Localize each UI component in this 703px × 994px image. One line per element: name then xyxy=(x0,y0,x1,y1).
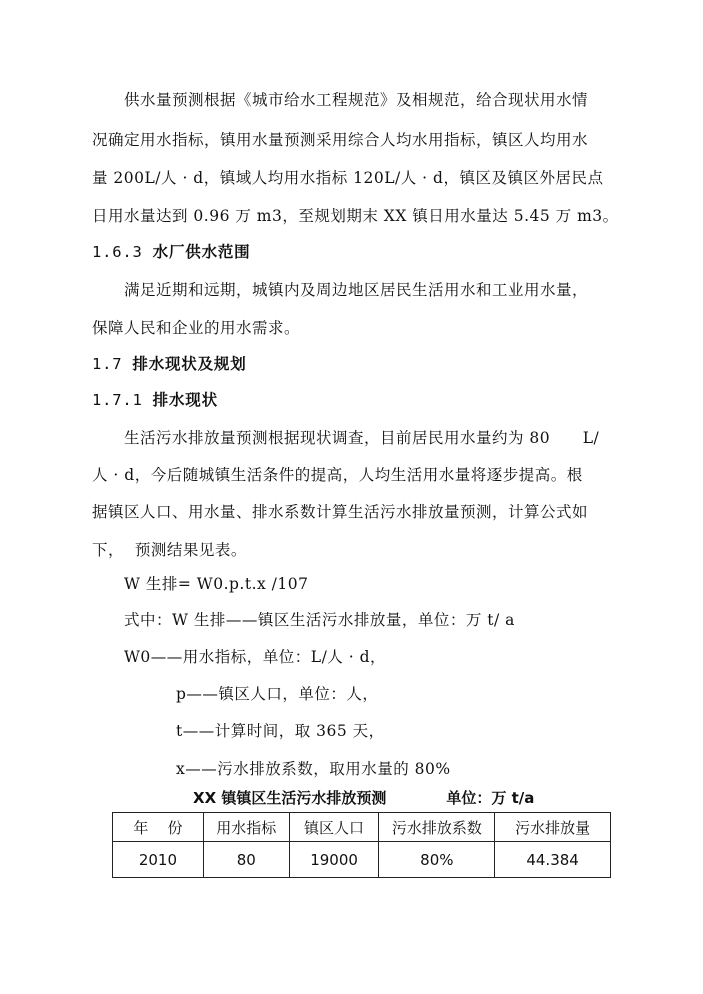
section-heading-1-7 xyxy=(92,354,247,374)
formula-p: p——镇区人口，单位：人， xyxy=(176,685,379,703)
table-caption xyxy=(193,787,534,808)
header-discharge-amount: 污水排放量 xyxy=(495,813,611,842)
header-year: 年 份 xyxy=(113,813,204,842)
discharge-forecast-table xyxy=(112,812,611,878)
heading-title: 水厂供水范围 xyxy=(152,243,251,261)
cell-year: 2010 xyxy=(113,842,204,878)
section-heading-1-6-3 xyxy=(92,242,250,262)
paragraph-line: 供水量预测根据《城市给水工程规范》及相规范，给合现状用水情 xyxy=(124,91,589,109)
paragraph-line: 量 200L/人 · d，镇域人均用水指标 120L/人 · d，镇区及镇区外居民点 xyxy=(92,169,604,187)
formula-w0: W0——用水指标，单位：L/人 · d， xyxy=(124,648,387,666)
table-unit: 单位：万 t/a xyxy=(446,789,535,807)
cell-discharge-amount: 44.384 xyxy=(495,842,611,878)
table-row xyxy=(113,842,611,878)
paragraph-line: 日用水量达到 0.96 万 m3，至规划期末 XX 镇日用水量达 5.45 万 m3。 xyxy=(92,207,619,225)
heading-number: 1.7.1 xyxy=(92,391,143,409)
formula-t: t——计算时间，取 365 天， xyxy=(176,722,385,740)
formula-x: x——污水排放系数，取用水量的 80% xyxy=(176,760,451,778)
formula-expression: W 生排= W0.p.t.x /107 xyxy=(124,575,309,593)
heading-title: 排水现状及规划 xyxy=(132,355,247,373)
cell-discharge-coefficient: 80% xyxy=(379,842,495,878)
header-water-index: 用水指标 xyxy=(203,813,289,842)
header-discharge-coefficient: 污水排放系数 xyxy=(379,813,495,842)
paragraph-line: 人 · d，今后随城镇生活条件的提高，人均生活用水量将逐步提高。根 xyxy=(92,466,583,484)
formula-where: 式中：W 生排——镇区生活污水排放量，单位：万 t/ a xyxy=(124,611,515,629)
heading-title: 排水现状 xyxy=(152,391,218,409)
table-header-row xyxy=(113,813,611,842)
cell-population: 19000 xyxy=(289,842,379,878)
paragraph-line: 况确定用水指标，镇用水量预测采用综合人均水用指标，镇区人均用水 xyxy=(92,131,589,149)
section-heading-1-7-1 xyxy=(92,390,218,410)
paragraph-line: 保障人民和企业的用水需求。 xyxy=(92,319,301,337)
paragraph-line: 生活污水排放量预测根据现状调查，目前居民用水量约为 80 L/ xyxy=(124,429,600,447)
heading-number: 1.7 xyxy=(92,355,123,373)
cell-water-index: 80 xyxy=(203,842,289,878)
paragraph-line: 据镇区人口、用水量、排水系数计算生活污水排放量预测，计算公式如 xyxy=(92,503,589,521)
paragraph-line: 满足近期和远期，城镇内及周边地区居民生活用水和工业用水量， xyxy=(124,281,589,299)
paragraph-line: 下， 预测结果见表。 xyxy=(92,541,247,559)
header-population: 镇区人口 xyxy=(289,813,379,842)
heading-number: 1.6.3 xyxy=(92,243,143,261)
table-title: XX 镇镇区生活污水排放预测 xyxy=(193,789,387,807)
